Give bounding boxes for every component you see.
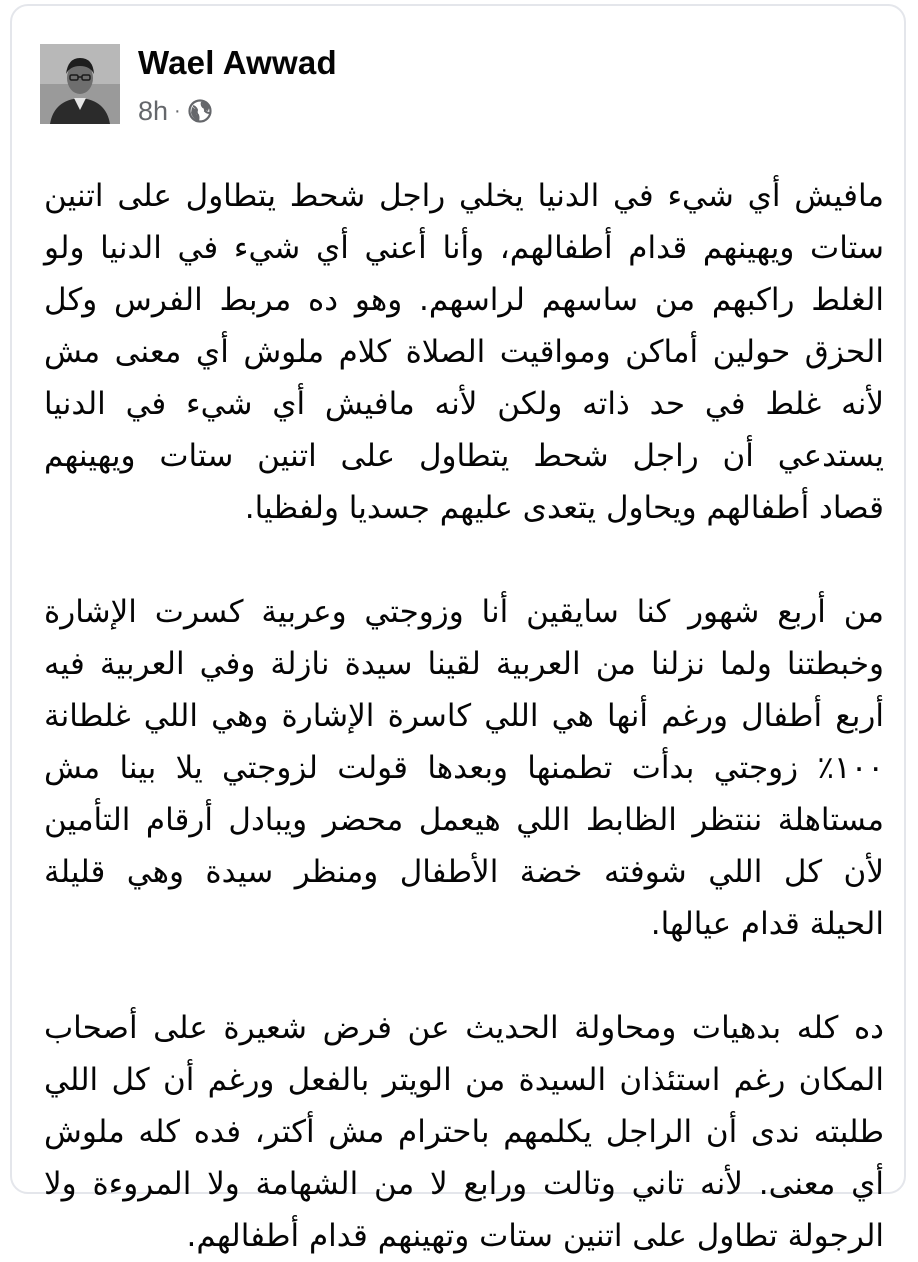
paragraph-gap [44, 950, 884, 1002]
post-line: الرجولة تطاول على اتنين ستات وتهينهم قدام أطفالهم. [186, 1218, 884, 1254]
post-line: لأن كل اللي شوفته خضة الأطفال ومنظر سيدة وهي قليلة [44, 854, 884, 890]
avatar[interactable] [40, 44, 120, 124]
post-line: من أربع شهور كنا سايقين أنا وزوجتي وعربية كسرت الإشارة [44, 594, 884, 630]
post-line: المكان رغم استئذان السيدة من الويتر بالفعل ورغم أن كل اللي [44, 1062, 884, 1098]
post-time[interactable]: 8h [138, 95, 169, 126]
post-line: أربع أطفال ورغم أنها هي اللي كاسرة الإشارة وهي اللي غلطانة [44, 698, 884, 734]
post-line: أي معنى. لأنه تاني وتالت ورابع لا من الشهامة ولا المروءة ولا [44, 1166, 884, 1202]
post-line: طلبته ندى أن الراجل يكلمهم باحترام مش أكتر، فده كله ملوش [44, 1114, 884, 1150]
avatar-photo [40, 44, 120, 124]
post-card [10, 4, 906, 1254]
post-line: الحيلة قدام عيالها. [650, 906, 884, 942]
post-line: مستاهلة ننتظر الظابط اللي هيعمل محضر ويبادل أرقام التأمين [44, 802, 884, 838]
globe-icon[interactable] [187, 98, 213, 124]
post-line: يستدعي أن راجل شحط يتطاول على اتنين ستات ويهينهم [44, 438, 884, 474]
post-body [44, 170, 884, 1262]
author-name[interactable]: Wael Awwad [138, 44, 337, 81]
post-line: الغلط راكبهم من ساسهم لراسهم. وهو ده مربط الفرس وكل [44, 282, 884, 318]
post-line: وخبطتنا ولما نزلنا من العربية لقينا سيدة نازلة وفي العربية فيه [44, 646, 884, 682]
meta-separator: · [174, 99, 181, 122]
post-line: ستات ويهينهم قدام أطفالهم، وأنا أعني أي شيء في الدنيا ولو [44, 230, 884, 266]
post-line: لأنه غلط في حد ذاته ولكن لأنه مافيش أي شيء في الدنيا [44, 386, 884, 422]
paragraph-gap [44, 534, 884, 586]
post-line: الحزق حولين أماكن ومواقيت الصلاة كلام ملوش أي معنى مش [44, 334, 884, 370]
post-line: قصاد أطفالهم ويحاول يتعدى عليهم جسديا ولفظيا. [244, 490, 884, 526]
post-line: ١٠٠٪ زوجتي بدأت تطمنها وبعدها قولت لزوجتي يلا بينا مش [44, 750, 884, 786]
post-line: مافيش أي شيء في الدنيا يخلي راجل شحط يتطاول على اتنين [44, 178, 884, 214]
post-line: ده كله بدهيات ومحاولة الحديث عن فرض شعيرة على أصحاب [44, 1010, 884, 1046]
post-meta [138, 96, 213, 126]
post-header [40, 44, 880, 134]
